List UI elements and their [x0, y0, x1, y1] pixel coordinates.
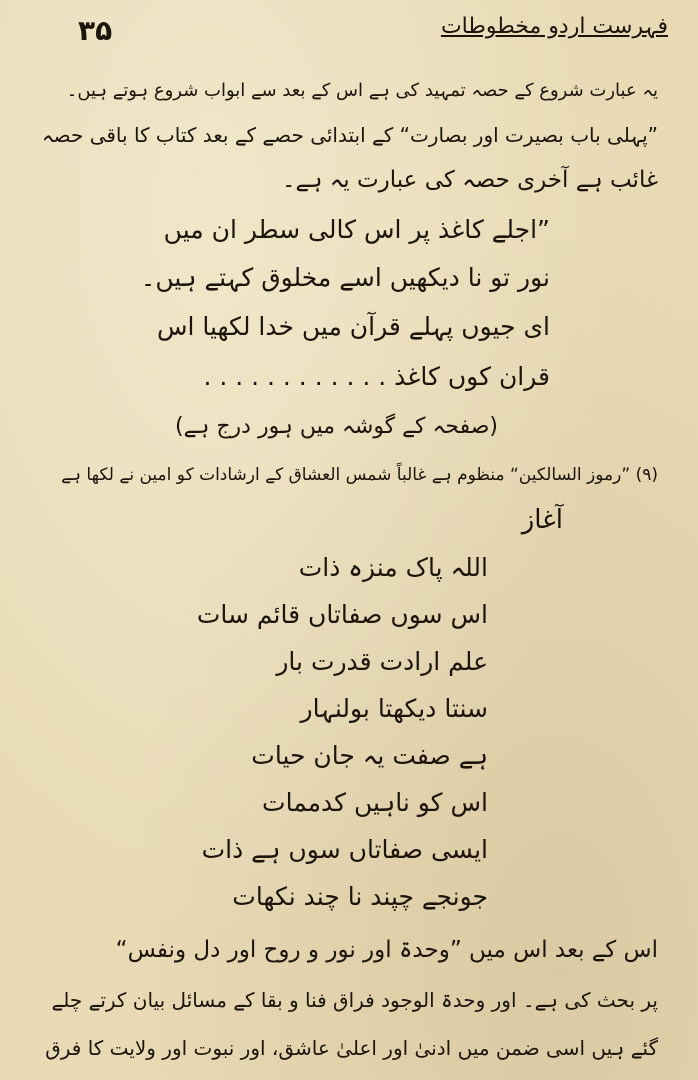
couplet-line-3: علم ارادت قدرت بار [276, 647, 488, 676]
intro-line-1: یہ عبارت شروع کے حصہ تمہید کی ہے اس کے بعد سے ابواب شروع ہوتے ہیں۔ [66, 80, 658, 101]
closing-line-2: پر بحث کی ہے۔ اور وحدۃ الوجود فراق فنا و بقا کے مسائل بیان کرتے چلے [51, 988, 658, 1012]
couplet-line-2: اس سوں صفاتاں قائم سات [196, 600, 488, 629]
page-number: ۳۵ [78, 14, 113, 47]
aghaz-label: آغاز [521, 505, 563, 535]
quoted-verse-line-1: ”اجلے کاغذ پر اس کالی سطر ان میں [163, 215, 550, 244]
couplet-line-6: اس کو ناہیں کدممات [262, 788, 488, 817]
running-head: فہرست اردو مخطوطات [440, 14, 668, 39]
quoted-verse-line-2: نور تو نا دیکھیں اسے مخلوق کہتے ہیں۔ [140, 263, 550, 292]
quoted-verse-line-4: قران کوں کاغذ . . . . . . . . . . . . [203, 362, 550, 391]
intro-line-3: غائب ہے آخری حصہ کی عبارت یہ ہے۔ [282, 167, 658, 193]
entry-line: (۹) ”رموز السالکین“ منظوم ہے غالباً شمس العشاق کے ارشادات کو امین نے لکھا ہے [61, 465, 658, 485]
quoted-verse-line-3: ای جیوں پہلے قرآن میں خدا لکھیا اس [156, 312, 550, 341]
couplet-line-4: سنتا دیکھتا بولنہار [300, 694, 488, 723]
couplet-line-5: ہے صفت یہ جان حیات [251, 741, 488, 770]
couplet-line-8: جونجے چپند نا چند نکھات [232, 882, 488, 911]
intro-line-2: ”پہلی باب بصیرت اور بصارت“ کے ابتدائی حصے کے بعد کتاب کا باقی حصہ [41, 123, 658, 147]
closing-line-1: اس کے بعد اس میں ”وحدۃ اور نور و روح اور دل ونفس“ [115, 937, 658, 963]
couplet-line-7: ایسی صفاتاں سوں ہے ذات [201, 835, 488, 864]
closing-line-3: گئے ہیں اسی ضمن میں ادنیٰ اور اعلیٰ عاشق، اور نبوت اور ولایت کا فرق [45, 1036, 658, 1060]
margin-note: (صفحہ کے گوشہ میں ہور درج ہے) [174, 414, 498, 439]
couplet-line-1: اللہ پاک منزہ ذات [298, 553, 488, 582]
